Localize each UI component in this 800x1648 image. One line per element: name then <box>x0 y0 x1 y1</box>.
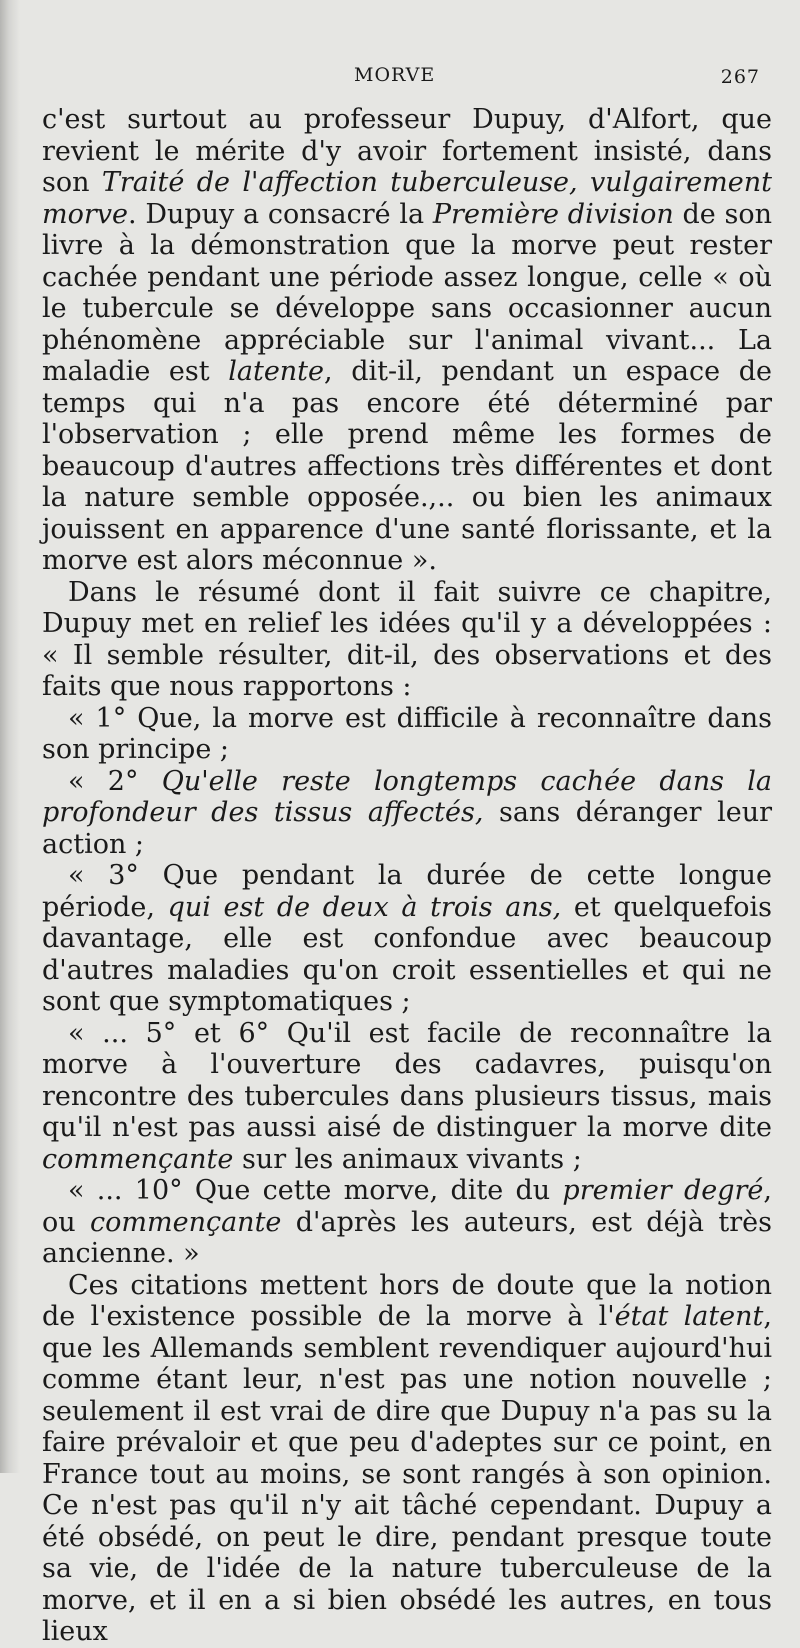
text-run: et quelquefois davantage, elle est confondue avec beaucoup d'autres maladies qu'on croit essentielles et qui ne sont que symptomatiques ; <box>42 891 772 1017</box>
running-title: MORVE <box>354 64 436 86</box>
text-run: d'après les auteurs, est déjà très ancienne. » <box>42 1206 772 1269</box>
binding-shadow <box>0 0 20 1473</box>
paragraph-2 <box>42 577 772 703</box>
text-run: de son livre à la démonstration que la morve peut rester cachée pendant une période assez longue, celle « où le tubercule se développe sans occasionner aucun phénomène appréciable sur l'animal vivant... La maladie est <box>42 198 773 387</box>
paragraph-5 <box>42 860 772 1018</box>
text-run: Dans le résumé dont il fait suivre ce chapitre, Dupuy met en relief les idées qu'il y a développées : « Il semble résulter, dit-il, des observations et des faits que nous rapportons : <box>42 576 772 702</box>
paragraph-8 <box>42 1270 772 1648</box>
text-run: . Dupuy a consacré la <box>128 198 433 230</box>
text-run: « ... 5° et 6° Qu'il est facile de reconnaître la morve à l'ouverture des cadavres, puisqu'on rencontre des tubercules dans plusieurs tissus, mais qu'il n'est pas aussi aisé de distinguer la morve dite <box>42 1017 772 1143</box>
text-run: , ou <box>42 1175 772 1238</box>
italic-run: premier degré <box>562 1175 764 1206</box>
text-run: « 1° Que, la morve est difficile à reconnaître dans son principe ; <box>42 702 772 765</box>
page-number: 267 <box>720 66 760 88</box>
text-run: « 3° Que pendant la durée de cette longue période, <box>42 860 772 923</box>
body-text <box>42 104 772 1648</box>
italic-run: latente <box>228 356 325 387</box>
italic-run: commençante <box>90 1206 282 1238</box>
paragraph-3 <box>42 703 772 766</box>
text-run: , dit-il, pendant un espace de temps qui n'a pas encore été déterminé par l'observation ; elle prend même les formes de beaucoup d'autres affections très différentes et dont la nature semble opposée.,.. ou bien les animaux jouissent en apparence d'une santé florissante, et la morve est alors méconnue ». <box>42 356 772 576</box>
text-run: « ... 10° Que cette morve, dite du <box>68 1175 563 1206</box>
paragraph-4 <box>42 766 772 861</box>
text-run: Ces citations mettent hors de doute que la notion de l'existence possible de la morve à l' <box>42 1269 772 1332</box>
italic-run: Traité de l'affection tuberculeuse, vulgairement morve <box>42 167 772 230</box>
text-run: , que les Allemands semblent revendiquer aujourd'hui comme étant leur, n'est pas une notion nouvelle ; seulement il est vrai de dire que Dupuy n'a pas su la faire prévaloir et que peu d'adeptes sur ce point, en France tout au moins, se sont rangés à son opinion. Ce n'est pas qu'il n'y ait tâché cependant. Dupuy a été obsédé, on peut le dire, pendant presque toute sa vie, de l'idée de la nature tuberculeuse de la morve, et il en a si bien obsédé les autres, en tous lieux <box>42 1301 772 1647</box>
text-run: c'est surtout au professeur Dupuy, d'Alfort, que revient le mérite d'y avoir fortement insisté, dans son <box>42 104 772 198</box>
italic-run: qui est de deux à trois ans, <box>167 891 562 923</box>
italic-run: état latent <box>614 1301 764 1332</box>
italic-run: Première division <box>432 198 674 230</box>
paragraph-7 <box>42 1175 772 1270</box>
text-run: sur les animaux vivants ; <box>233 1143 582 1175</box>
italic-run: commençante <box>42 1143 234 1175</box>
paragraph-1 <box>42 104 772 577</box>
text-run: sans déranger leur action ; <box>42 797 772 860</box>
paragraph-6 <box>42 1018 772 1176</box>
italic-run: Qu'elle reste longtemps cachée dans la profondeur des tissus affectés, <box>42 765 772 828</box>
running-head <box>42 58 772 104</box>
text-run: « 2° <box>68 765 162 797</box>
book-page <box>42 58 772 1648</box>
